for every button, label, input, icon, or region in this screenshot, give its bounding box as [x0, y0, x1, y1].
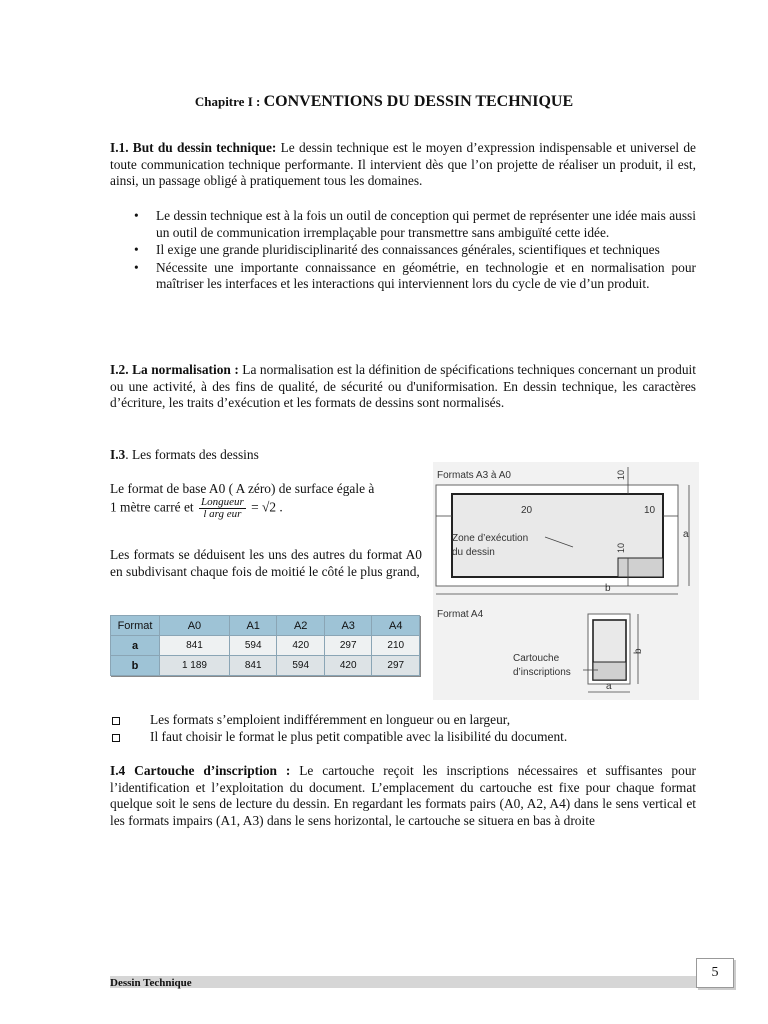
- list-item: [110, 712, 696, 729]
- column-header: A4: [372, 616, 420, 636]
- table-header-row: [111, 616, 420, 636]
- list-item: [130, 260, 696, 293]
- table-cell: 420: [277, 636, 325, 656]
- bullet-text: Il exige une grande pluridisciplinarité des connaissances générales, scientifiques et techniques: [156, 242, 660, 257]
- section-2-paragraph: [110, 362, 696, 412]
- format-ratio-text: 1 mètre carré et: [110, 499, 197, 515]
- figure-title-a4: Format A4: [437, 609, 484, 620]
- row-label: a: [111, 636, 160, 656]
- cartouche-a3: [618, 558, 663, 577]
- chapter-prefix: Chapitre I :: [194, 94, 264, 109]
- chapter-title: [0, 93, 768, 111]
- footer-label: Dessin Technique: [110, 977, 192, 989]
- dim-label-10-right: 10: [644, 505, 656, 516]
- formats-figure: [433, 462, 699, 700]
- section-4-heading: I.4 Cartouche d’inscription :: [110, 763, 291, 778]
- dim-label-b: b: [605, 583, 611, 594]
- rule-text: Il faut choisir le format le plus petit compatible avec la lisibilité du document.: [150, 728, 568, 744]
- column-header: A3: [324, 616, 372, 636]
- zone-label-line-2: du dessin: [452, 547, 495, 558]
- footer-bar: [110, 976, 696, 988]
- table-cell: 297: [372, 656, 420, 676]
- formats-table: [110, 615, 420, 676]
- table-cell: 420: [324, 656, 372, 676]
- section-1-paragraph: [110, 140, 696, 190]
- cartouche-label-line-2: d’inscriptions: [513, 667, 571, 678]
- section-1-bullet-list: [130, 208, 696, 294]
- table-cell: 841: [160, 636, 230, 656]
- dim-label-20: 20: [521, 505, 533, 516]
- column-header: Format: [111, 616, 160, 636]
- table-cell: 841: [229, 656, 277, 676]
- section-3-paragraph-1: [110, 480, 422, 520]
- fraction-numerator: Longueur: [200, 496, 244, 508]
- bullet-text: Le dessin technique est à la fois un outil de conception qui permet de représenter une idée mais aussi un outil de communication irremplaçable pour transmettre sans ambiguïté cette idée.: [156, 208, 696, 240]
- table-cell: 1 189: [160, 656, 230, 676]
- ratio-fraction: [199, 497, 246, 520]
- bullet-icon: •: [134, 259, 139, 275]
- dim-label-a-a4: a: [606, 681, 612, 692]
- dim-label-a: a: [683, 529, 689, 540]
- table-cell: 210: [372, 636, 420, 656]
- list-item: [130, 208, 696, 241]
- bullet-icon: •: [134, 242, 139, 257]
- format-rules-list: [110, 712, 696, 745]
- ratio-equation: = √2 .: [247, 499, 283, 515]
- column-header: A0: [160, 616, 230, 636]
- table-row: [111, 636, 420, 656]
- format-base-text: Le format de base A0 ( A zéro) de surface égale à: [110, 481, 375, 496]
- table-cell: 594: [229, 636, 277, 656]
- list-item: [130, 242, 696, 259]
- table-cell: 297: [324, 636, 372, 656]
- list-item: [110, 729, 696, 746]
- section-1-text: Le dessin technique est le moyen d’expression indispensable et universel de toute communication technique performante. Il intervient dès que l’on projette de réaliser un produit, il est, ainsi, un passage obligé à pratiquement tous les domaines.: [110, 140, 696, 188]
- row-label: b: [111, 656, 160, 676]
- checkbox-bullet-icon: [112, 734, 120, 742]
- section-3-title: . Les formats des dessins: [125, 447, 259, 462]
- chapter-heading: CONVENTIONS DU DESSIN TECHNIQUE: [263, 93, 574, 110]
- rule-text: Les formats s’emploient indifféremment en longueur ou en largeur,: [150, 712, 511, 727]
- section-2-text: La normalisation est la définition de spécifications techniques concernant un produit ou une activité, à des fins de qualité, de sécurité ou d'uniformisation. En dessin technique, les caractères d’écriture, les traits d’exécution et les formats de dessins sont normalisés.: [110, 362, 696, 410]
- bullet-icon: •: [134, 208, 139, 223]
- section-2-heading: I.2. La normalisation :: [110, 362, 239, 377]
- cartouche-label-line-1: Cartouche: [513, 653, 560, 664]
- checkbox-bullet-icon: [112, 717, 120, 725]
- fraction-denominator: l arg eur: [203, 508, 242, 520]
- dim-label-10-top: 10: [616, 469, 626, 480]
- section-3-number: I.3: [110, 447, 126, 462]
- dim-label-10-mid: 10: [616, 542, 626, 553]
- zone-label-line-1: Zone d’exécution: [452, 533, 529, 544]
- cartouche-a4: [593, 662, 626, 680]
- column-header: A1: [229, 616, 277, 636]
- dim-label-b-a4: b: [633, 648, 644, 654]
- column-header: A2: [277, 616, 325, 636]
- bullet-text: Nécessite une importante connaissance en géométrie, en technologie et en normalisation pour maîtriser les interfaces et les interactions qui interviennent lors du cycle de vie d’un produit.: [156, 259, 696, 291]
- section-3-heading: [110, 446, 422, 463]
- table-row: [111, 656, 420, 676]
- section-3-paragraph-2: Les formats se déduisent les uns des autres du format A0 en subdivisant chaque fois de moitié le côté le plus grand,: [110, 547, 422, 579]
- figure-title-a3: Formats A3 à A0: [437, 470, 511, 481]
- section-4-text: Le cartouche reçoit les inscriptions nécessaires et suffisantes pour l’identification et l’exploitation du document. L’emplacement du cartouche est fixe pour chaque format quelque soit le sens de lecture du dessin. En regardant les formats pairs (A0, A2, A4) dans le sens vertical et les formats impairs (A1, A3) dans le sens horizontal, le cartouche se situera en bas à droite: [110, 763, 696, 828]
- section-4-paragraph: [110, 763, 696, 829]
- section-1-heading: I.1. But du dessin technique:: [110, 140, 277, 155]
- table-cell: 594: [277, 656, 325, 676]
- page-number: 5: [696, 958, 734, 988]
